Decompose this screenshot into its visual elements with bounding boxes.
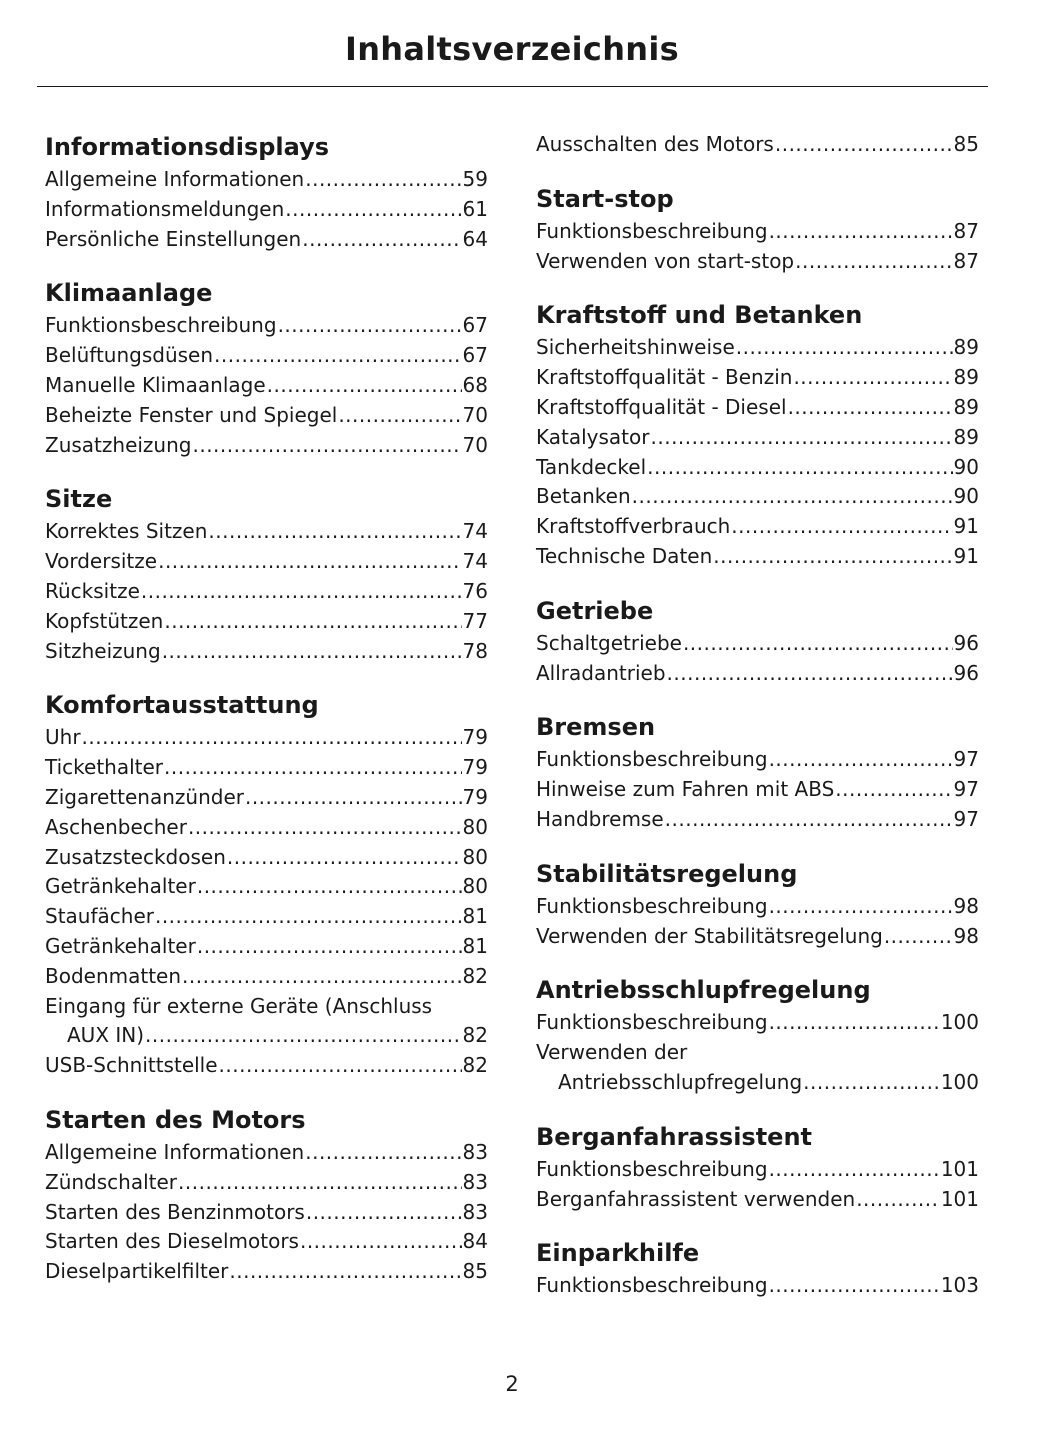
section-heading: Sitze xyxy=(45,485,113,514)
toc-entry[interactable] xyxy=(536,922,979,952)
toc-entry[interactable] xyxy=(45,872,488,902)
toc-entry[interactable] xyxy=(45,902,488,932)
section-heading: Komfortausstattung xyxy=(45,691,319,720)
toc-page-number: 82 xyxy=(462,963,488,988)
toc-page-number: 79 xyxy=(462,725,488,750)
toc-section-stabilitaetsregelung xyxy=(536,857,979,952)
toc-page-number: 68 xyxy=(462,372,488,397)
toc-section-einparkhilfe xyxy=(536,1236,979,1301)
toc-page-number: 82 xyxy=(462,1023,488,1048)
toc-entry[interactable] xyxy=(45,547,488,577)
toc-page-number: 89 xyxy=(953,335,979,360)
dot-leader xyxy=(197,932,462,962)
toc-page-number: 85 xyxy=(953,132,979,156)
dot-leader xyxy=(158,547,461,577)
toc-page-number: 84 xyxy=(462,1229,488,1254)
dot-leader xyxy=(229,1257,461,1287)
dot-leader xyxy=(769,892,953,922)
dot-leader xyxy=(219,1051,462,1081)
section-heading: Informationsdisplays xyxy=(45,133,330,161)
dot-leader xyxy=(245,783,462,813)
toc-entry-label: Verwenden der Stabilitätsregelung xyxy=(536,923,883,948)
dot-leader xyxy=(788,393,953,423)
toc-entry-label: Allgemeine Informationen xyxy=(45,1139,305,1164)
toc-section-komfortausstattung xyxy=(45,688,488,1081)
toc-page-number: 80 xyxy=(462,814,488,839)
toc-entry[interactable] xyxy=(536,130,979,160)
section-heading: Kraftstoff und Betanken xyxy=(536,301,863,330)
toc-page-number: 67 xyxy=(462,343,488,368)
dot-leader xyxy=(665,805,953,835)
toc-page-number: 91 xyxy=(953,514,979,539)
toc-page-number: 101 xyxy=(940,1186,979,1211)
dot-leader xyxy=(267,371,462,401)
toc-entry-label-continued: AUX IN) xyxy=(67,1023,145,1048)
dot-leader xyxy=(192,431,461,461)
toc-section-informationsdisplays xyxy=(45,130,488,254)
section-heading: Klimaanlage xyxy=(45,279,213,308)
toc-entry[interactable] xyxy=(45,401,488,431)
dot-leader xyxy=(856,1185,940,1215)
dot-leader xyxy=(713,542,952,572)
toc-page-number: 80 xyxy=(462,844,488,869)
toc-entry-label: Eingang für externe Geräte (Anschluss xyxy=(45,993,433,1018)
toc-page-number: 100 xyxy=(940,1069,979,1094)
toc-entry[interactable] xyxy=(536,333,979,363)
toc-entry[interactable] xyxy=(536,542,979,572)
toc-entry-label: Kraftstoffqualität - Benzin xyxy=(536,365,793,390)
section-heading: Bremsen xyxy=(536,713,656,742)
dot-leader xyxy=(793,363,952,393)
toc-page-number: 83 xyxy=(462,1139,488,1164)
toc-page-number: 77 xyxy=(462,608,488,633)
toc-page-number: 79 xyxy=(462,755,488,780)
toc-entry[interactable] xyxy=(536,1185,979,1215)
toc-entry[interactable] xyxy=(45,165,488,195)
toc-entry[interactable] xyxy=(45,371,488,401)
toc-page-number: 96 xyxy=(953,630,979,655)
toc-entry-label: Korrektes Sitzen xyxy=(45,519,208,544)
dot-leader xyxy=(227,843,462,873)
dot-leader xyxy=(795,247,952,277)
toc-entry-continuation xyxy=(536,1068,979,1098)
dot-leader xyxy=(155,902,462,932)
toc-entry[interactable] xyxy=(45,607,488,637)
toc-entry[interactable] xyxy=(45,1227,488,1257)
toc-entry-label: Starten des Dieselmotors xyxy=(45,1229,299,1254)
toc-page-number: 90 xyxy=(953,484,979,509)
toc-entry-label: Betanken xyxy=(536,484,631,509)
toc-section-start-stop xyxy=(536,182,979,277)
toc-entry-label: Dieselpartikelfilter xyxy=(45,1259,229,1284)
toc-entry[interactable] xyxy=(45,431,488,461)
dot-leader xyxy=(769,745,953,775)
section-heading: Antriebsschlupfregelung xyxy=(536,976,871,1005)
toc-entry-label: Kopfstützen xyxy=(45,608,164,633)
toc-page-number: 83 xyxy=(462,1169,488,1194)
toc-page-number: 74 xyxy=(462,549,488,574)
toc-page-number: 59 xyxy=(462,167,488,191)
toc-page-number: 89 xyxy=(953,365,979,390)
toc-page-number: 61 xyxy=(462,196,488,221)
toc-entry-label: Tankdeckel xyxy=(536,454,647,479)
toc-page-number: 74 xyxy=(462,519,488,544)
dot-leader xyxy=(769,1271,940,1301)
toc-entry[interactable] xyxy=(45,1257,488,1287)
toc-entry[interactable] xyxy=(536,1008,979,1038)
toc-entry-label: Funktionsbeschreibung xyxy=(536,1273,768,1298)
dot-leader xyxy=(647,453,952,483)
dot-leader xyxy=(683,629,953,659)
toc-section-kraftstoff-und-betanken xyxy=(536,298,979,571)
toc-entry-label: Bodenmatten xyxy=(45,963,182,988)
toc-entry-label: Zusatzsteckdosen xyxy=(45,844,226,869)
dot-leader xyxy=(338,401,461,431)
toc-entry-label: Technische Daten xyxy=(536,543,713,568)
toc-entry-label: Kraftstoffqualität - Diesel xyxy=(536,394,787,419)
toc-entry-label: Zündschalter xyxy=(45,1169,178,1194)
title-divider xyxy=(37,86,988,87)
toc-section-getriebe xyxy=(536,594,979,689)
toc-entry-label: Staufächer xyxy=(45,904,154,929)
toc-page-number: 100 xyxy=(940,1010,979,1035)
section-heading: Getriebe xyxy=(536,596,654,625)
toc-entry-label: Sicherheitshinweise xyxy=(536,335,735,360)
toc-page-number: 97 xyxy=(953,806,979,831)
toc-page-number: 67 xyxy=(462,313,488,338)
toc-entry[interactable] xyxy=(536,453,979,483)
toc-entry-label: Manuelle Klimaanlage xyxy=(45,372,266,397)
dot-leader xyxy=(775,130,953,160)
toc-page-number: 70 xyxy=(462,402,488,427)
dot-leader xyxy=(736,333,953,363)
toc-entry[interactable] xyxy=(45,843,488,873)
toc-entry-continuation xyxy=(45,1021,488,1051)
toc-entry-label: Verwenden der xyxy=(536,1040,688,1065)
dot-leader xyxy=(632,482,953,512)
dot-leader xyxy=(82,723,462,753)
toc-entry-label: Getränkehalter xyxy=(45,933,196,958)
toc-entry[interactable] xyxy=(536,1038,979,1098)
toc-section-starten-des-motors xyxy=(45,1103,488,1287)
dot-leader xyxy=(164,753,462,783)
toc-entry[interactable] xyxy=(536,805,979,835)
toc-entry[interactable] xyxy=(45,637,488,667)
toc-entry[interactable] xyxy=(45,813,488,843)
toc-entry-label: Belüftungsdüsen xyxy=(45,343,214,368)
toc-left-column xyxy=(45,130,488,1309)
toc-entry-label: Vordersitze xyxy=(45,549,158,574)
toc-entry[interactable] xyxy=(536,629,979,659)
toc-entry-label: Starten des Benzinmotors xyxy=(45,1199,305,1224)
toc-section-berganfahrassistent xyxy=(536,1120,979,1215)
toc-entry-label: Aschenbecher xyxy=(45,814,187,839)
toc-page-number: 87 xyxy=(953,218,979,243)
toc-entry-label: Sitzheizung xyxy=(45,638,161,663)
toc-page-number: 103 xyxy=(940,1273,979,1298)
dot-leader xyxy=(145,1021,462,1051)
toc-entry-label: Schaltgetriebe xyxy=(536,630,682,655)
toc-entry[interactable] xyxy=(536,217,979,247)
toc-page-number: 96 xyxy=(953,660,979,685)
toc-entry[interactable] xyxy=(45,992,488,1052)
section-heading: Einparkhilfe xyxy=(536,1239,700,1268)
dot-leader xyxy=(731,512,952,542)
section-heading: Start-stop xyxy=(536,184,674,213)
toc-entry-label: Hinweise zum Fahren mit ABS xyxy=(536,777,835,802)
toc-entry[interactable] xyxy=(536,659,979,689)
toc-page-number: 87 xyxy=(953,248,979,273)
toc-section-bremsen xyxy=(536,710,979,834)
dot-leader xyxy=(769,1155,940,1185)
dot-leader xyxy=(300,1227,462,1257)
toc-entry-label: Funktionsbeschreibung xyxy=(536,218,768,243)
dot-leader xyxy=(188,813,462,843)
toc-entry-label: USB-Schnittstelle xyxy=(45,1053,218,1078)
toc-entry-label: Kraftstoffverbrauch xyxy=(536,514,731,539)
toc-page-number: 79 xyxy=(462,784,488,809)
toc-section-klimaanlage xyxy=(45,276,488,460)
toc-entry-label: Funktionsbeschreibung xyxy=(536,1010,768,1035)
toc-page-number: 89 xyxy=(953,394,979,419)
dot-leader xyxy=(769,1008,940,1038)
dot-leader xyxy=(884,922,953,952)
toc-page-number: 81 xyxy=(462,933,488,958)
toc-page-number: 82 xyxy=(462,1053,488,1078)
dot-leader xyxy=(164,607,461,637)
dot-leader xyxy=(182,962,462,992)
dot-leader xyxy=(178,1168,462,1198)
toc-page-number: 97 xyxy=(953,747,979,772)
toc-page-number: 97 xyxy=(953,777,979,802)
toc-entry-label: Zigarettenanzünder xyxy=(45,784,244,809)
toc-entry[interactable] xyxy=(536,247,979,277)
toc-page-number: 101 xyxy=(940,1156,979,1181)
toc-entry[interactable] xyxy=(536,363,979,393)
toc-entry[interactable] xyxy=(536,1155,979,1185)
dot-leader xyxy=(278,311,462,341)
toc-entry[interactable] xyxy=(536,775,979,805)
toc-page-number: 98 xyxy=(953,893,979,918)
toc-entry-label: Rücksitze xyxy=(45,578,140,603)
dot-leader xyxy=(667,659,953,689)
dot-leader xyxy=(305,165,461,195)
page-number: 2 xyxy=(505,1372,519,1396)
toc-entry[interactable] xyxy=(45,517,488,547)
toc-entry-label: Allgemeine Informationen xyxy=(45,167,305,191)
toc-entry[interactable] xyxy=(45,311,488,341)
toc-page-number: 81 xyxy=(462,904,488,929)
toc-page-number: 91 xyxy=(953,543,979,568)
toc-entry-label: Berganfahrassistent verwenden xyxy=(536,1186,856,1211)
toc-entry[interactable] xyxy=(45,753,488,783)
toc-page-number: 64 xyxy=(462,226,488,251)
toc-entry[interactable] xyxy=(45,723,488,753)
toc-page-number: 85 xyxy=(462,1259,488,1284)
page-title: Inhaltsverzeichnis xyxy=(345,30,679,68)
dot-leader xyxy=(208,517,461,547)
dot-leader xyxy=(305,1138,461,1168)
toc-entry-label: Handbremse xyxy=(536,806,664,831)
toc-page-number: 80 xyxy=(462,874,488,899)
toc-entry[interactable] xyxy=(45,341,488,371)
toc-page-number: 98 xyxy=(953,923,979,948)
dot-leader xyxy=(769,217,953,247)
toc-section-antriebsschlupfregelung xyxy=(536,973,979,1097)
section-heading: Starten des Motors xyxy=(45,1105,306,1134)
toc-entry[interactable] xyxy=(536,393,979,423)
toc-entry[interactable] xyxy=(45,1198,488,1228)
toc-entry[interactable] xyxy=(45,1138,488,1168)
toc-entry-label: Zusatzheizung xyxy=(45,432,192,457)
toc-section-continued xyxy=(536,130,979,160)
toc-page-number: 70 xyxy=(462,432,488,457)
dot-leader xyxy=(197,872,462,902)
dot-leader xyxy=(306,1198,462,1228)
dot-leader xyxy=(302,225,461,255)
toc-entry[interactable] xyxy=(536,423,979,453)
toc-entry[interactable] xyxy=(45,577,488,607)
dot-leader xyxy=(651,423,953,453)
dot-leader xyxy=(835,775,952,805)
toc-entry[interactable] xyxy=(45,1168,488,1198)
toc-entry[interactable] xyxy=(45,225,488,255)
toc-page-number: 78 xyxy=(462,638,488,663)
toc-entry-label: Ausschalten des Motors xyxy=(536,132,774,156)
toc-entry-label: Funktionsbeschreibung xyxy=(45,313,277,338)
toc-page-number: 89 xyxy=(953,424,979,449)
toc-entry-label: Katalysator xyxy=(536,424,650,449)
toc-entry-label: Beheizte Fenster und Spiegel xyxy=(45,402,338,427)
toc-page-number: 76 xyxy=(462,578,488,603)
section-heading: Berganfahrassistent xyxy=(536,1122,813,1151)
toc-entry-label: Persönliche Einstellungen xyxy=(45,226,302,251)
toc-entry[interactable] xyxy=(45,932,488,962)
toc-entry-label: Uhr xyxy=(45,725,81,750)
toc-entry-label: Verwenden von start-stop xyxy=(536,248,795,273)
toc-entry-label: Allradantrieb xyxy=(536,660,666,685)
toc-page-number: 90 xyxy=(953,454,979,479)
toc-entry[interactable] xyxy=(45,783,488,813)
dot-leader xyxy=(141,577,462,607)
toc-entry-label: Funktionsbeschreibung xyxy=(536,1156,768,1181)
toc-entry[interactable] xyxy=(536,512,979,542)
toc-entry[interactable] xyxy=(45,195,488,225)
toc-entry[interactable] xyxy=(536,892,979,922)
toc-entry-label: Getränkehalter xyxy=(45,874,196,899)
toc-entry[interactable] xyxy=(536,745,979,775)
toc-entry[interactable] xyxy=(45,962,488,992)
section-heading: Stabilitätsregelung xyxy=(536,859,798,888)
dot-leader xyxy=(162,637,462,667)
toc-entry-label: Tickethalter xyxy=(45,755,164,780)
toc-entry[interactable] xyxy=(536,482,979,512)
toc-entry-label: Funktionsbeschreibung xyxy=(536,747,768,772)
dot-leader xyxy=(803,1068,940,1098)
toc-entry-label-continued: Antriebsschlupfregelung xyxy=(558,1069,803,1094)
dot-leader xyxy=(285,195,461,225)
toc-entry[interactable] xyxy=(45,1051,488,1081)
toc-section-sitze xyxy=(45,482,488,666)
toc-entry[interactable] xyxy=(536,1271,979,1301)
toc-entry-label: Funktionsbeschreibung xyxy=(536,893,768,918)
toc-right-column xyxy=(536,130,979,1323)
dot-leader xyxy=(214,341,462,371)
toc-entry-label: Informationsmeldungen xyxy=(45,196,285,221)
toc-page-number: 83 xyxy=(462,1199,488,1224)
